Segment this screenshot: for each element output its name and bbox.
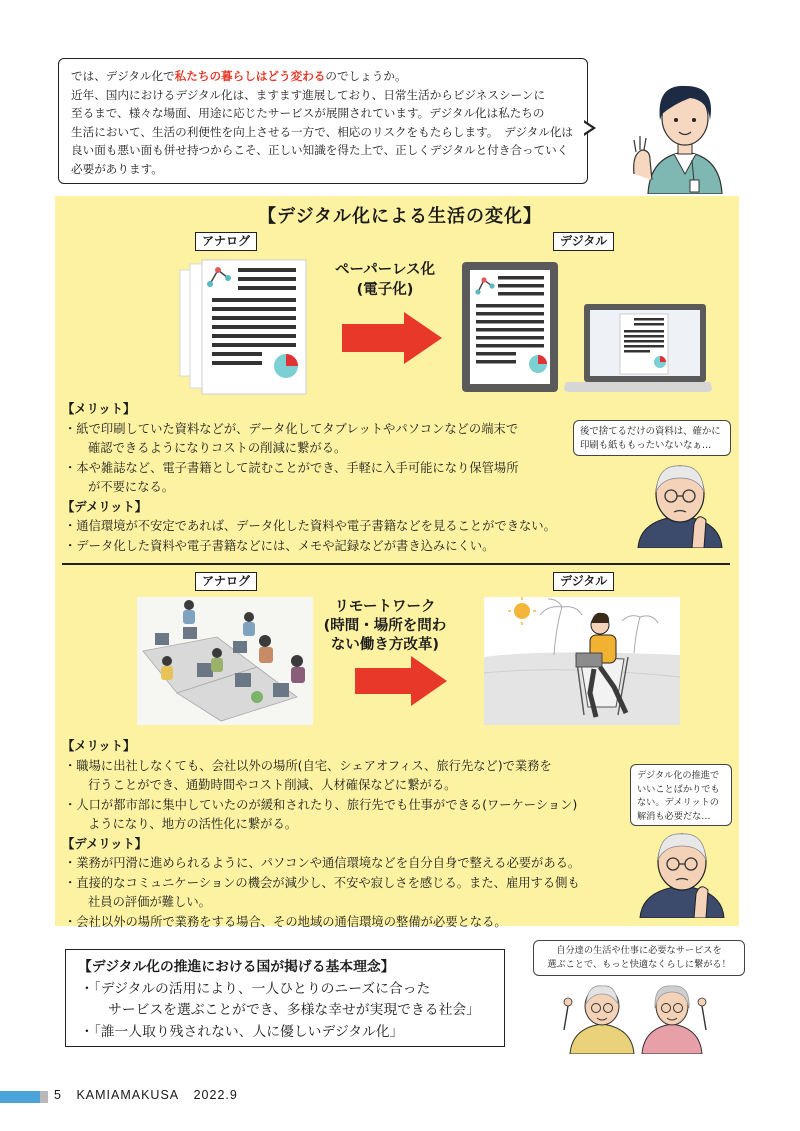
remote-merit-list: [62, 737, 630, 932]
section-title: 【デジタル化による生活の変化】: [258, 206, 542, 227]
remote-arrow: [355, 656, 447, 706]
senior-comment-bubble-2: デジタル化の推進で いいことばかりでも ない。デメリットの 解消も必要だな…: [630, 764, 732, 826]
intro-speech-box: [58, 58, 588, 184]
paper-documents-illustration: [178, 258, 308, 398]
merit-heading: 【メリット】: [62, 402, 136, 416]
intro-line-5: 良い面も悪い面も併せ持つからこそ、正しい知識を得た上で、正しくデジタルと付き合っていく: [71, 143, 569, 158]
seniors-comment-bubble: 自分達の生活や仕事に必要なサービスを 選ぶことで、もっと快適なくらしに繋がる！: [533, 940, 745, 976]
publication-name: KAMIAMAKUSA: [76, 1088, 180, 1102]
intro-line-2: 近年、国内におけるデジタル化は、ますます進展しており、日常生活からビジネスシーンに: [71, 87, 546, 102]
senior-man-illustration-1: [632, 458, 728, 548]
paperless-arrow: [342, 312, 442, 364]
list-item: ・「デジタルの活用により、一人ひとりのニーズに合った サービスを選ぶことができ、多様な幸せが実現できる社会」: [80, 980, 480, 1018]
presenter-illustration: [630, 70, 740, 194]
senior-man-illustration-2: [634, 826, 730, 918]
digital-tag-remote: デジタル: [553, 572, 614, 591]
page-number: 5: [54, 1088, 62, 1102]
paperless-label: ペーパーレス化 (電子化): [334, 262, 436, 298]
digital-tag-paperless: デジタル: [553, 232, 614, 251]
list-item: ・紙で印刷していた資料などが、データ化してタブレットやパソコンなどの端末で 確認できるようになりコストの削減に繋がる。: [64, 421, 519, 455]
merit-heading: 【メリット】: [62, 739, 136, 753]
paperless-merit-list: [62, 400, 582, 556]
list-item: ・直接的なコミュニケーションの機会が減少し、不安や寂しさを感じる。また、雇用する側も 社員の評価が難しい。: [64, 875, 580, 909]
page-footer: [54, 1088, 248, 1102]
list-item: ・通信環境が不安定であれば、データ化した資料や電子書籍などを見ることができない。: [64, 519, 556, 533]
demerit-heading: 【デメリット】: [62, 499, 148, 514]
list-item: ・データ化した資料や電子書籍などには、メモや記録などが書き込みにくい。: [64, 538, 495, 553]
senior-comment-bubble-1: 後で捨てるだけの資料は、確かに 印刷も紙ももったいないなぁ…: [573, 420, 731, 456]
section-divider: [62, 563, 730, 565]
list-item: ・職場に出社しなくても、会社以外の場所(自宅、シェアオフィス、旅行先など)で業務を 行うことができ、通勤時間やコスト削減、人材確保などに繋がる。: [64, 758, 552, 792]
tablet-laptop-illustration: [462, 262, 712, 394]
footer-accent-bar-grey: [40, 1091, 48, 1103]
list-item: ・人口が都市部に集中していたのが緩和されたり、旅行先でも仕事ができる(ワーケーション) ようになり、地方の活性化に繋がる。: [64, 797, 578, 831]
intro-line-4: 生活において、生活の利便性を向上させる一方で、相応のリスクをもたらします。 デジタル化は: [71, 124, 574, 139]
intro-line-6: 必要があります。: [71, 161, 163, 176]
intro-line-1: では、デジタル化で私たちの暮らしはどう変わるのでしょうか。: [71, 69, 407, 83]
remote-work-beach-illustration: [484, 597, 680, 725]
basic-principles-box: [65, 949, 505, 1047]
publication-date: 2022.9: [193, 1088, 238, 1102]
list-item: ・会社以外の場所で業務をする場合、その地域の通信環境の整備が必要となる。: [64, 914, 507, 929]
list-item: ・「誰一人取り残されない、人に優しいデジタル化」: [80, 1023, 404, 1040]
list-item: ・業務が円滑に進められるように、パソコンや通信環境などを自分自身で整える必要がある。: [64, 856, 581, 870]
senior-couple-illustration: [560, 978, 710, 1054]
principles-heading: 【デジタル化の推進における国が掲げる基本理念】: [78, 959, 395, 975]
analog-tag-paperless: アナログ: [195, 232, 257, 251]
demerit-heading: 【デメリット】: [62, 836, 148, 851]
office-workers-illustration: [137, 597, 313, 725]
intro-highlight: 私たちの暮らしはどう変わる: [174, 69, 326, 83]
analog-tag-remote: アナログ: [195, 572, 257, 591]
list-item: ・本や雑誌など、電子書籍として読むことができ、手軽に入手可能になり保管場所 が不要になる。: [64, 460, 519, 494]
footer-accent-bar: [0, 1091, 40, 1103]
remote-work-label: リモートワーク (時間・場所を問わ ない働き方改革): [323, 599, 447, 653]
intro-line-3: 至るまで、様々な場面、用途に応じたサービスが展開されています。デジタル化は私たちの: [71, 106, 545, 121]
